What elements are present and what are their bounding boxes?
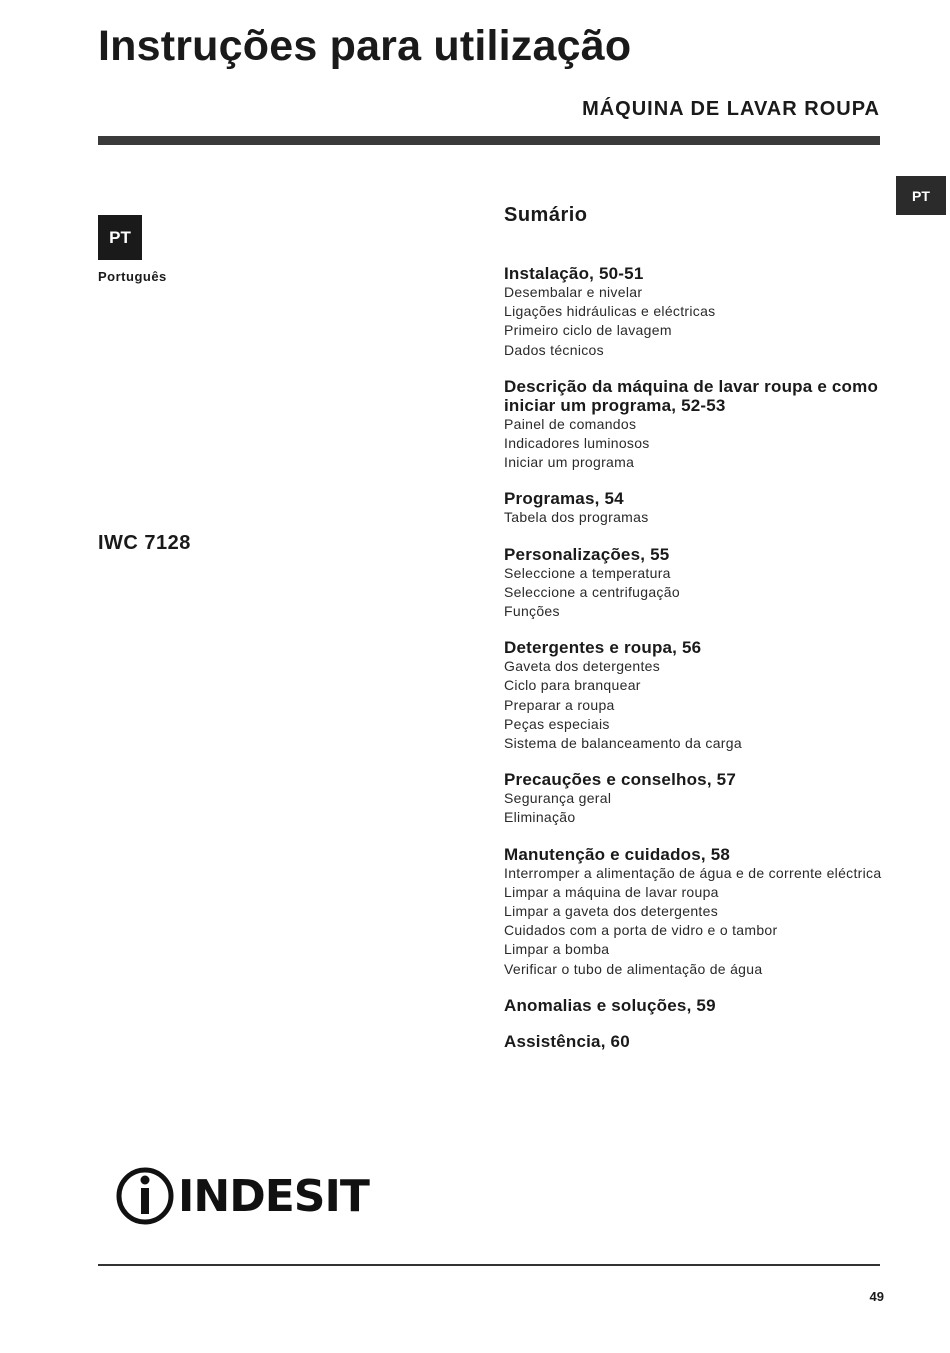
toc-section-title[interactable]: Instalação, 50-51 [504,264,644,283]
toc-section-title[interactable]: Manutenção e cuidados, 58 [504,844,731,864]
header-divider [98,136,880,145]
toc-section-title[interactable]: Anomalias e soluções, 59 [504,995,716,1015]
toc-item[interactable]: Iniciar um programa [504,454,635,471]
toc-section [504,1032,884,1051]
toc-item[interactable]: Limpar a máquina de lavar roupa [504,883,719,900]
toc-item[interactable]: Funções [504,603,560,620]
language-side-tab[interactable]: PT [896,176,946,215]
brand-logo-text: INDESIT [178,1170,369,1222]
toc-item[interactable]: Verificar o tubo de alimentação de água [504,960,763,977]
toc-item[interactable]: Preparar a roupa [504,696,615,713]
toc-item[interactable]: Dados técnicos [504,341,604,358]
toc-section [504,638,884,753]
page-title: Instruções para utilização [98,22,632,70]
toc-section [504,770,884,827]
product-subtitle: MÁQUINA DE LAVAR ROUPA [582,98,880,120]
toc-section-title[interactable]: Assistência, 60 [504,1031,630,1051]
page-number: 49 [869,1289,884,1304]
toc-section [504,845,884,979]
toc-item[interactable]: Limpar a gaveta dos detergentes [504,903,718,920]
toc-section [504,996,884,1015]
toc-item[interactable]: Sistema de balanceamento da carga [504,735,742,752]
toc-item[interactable]: Ciclo para branquear [504,677,641,694]
toc-item[interactable]: Seleccione a temperatura [504,564,671,581]
toc-item[interactable]: Gaveta dos detergentes [504,658,661,675]
toc-item[interactable]: Segurança geral [504,790,612,807]
toc-section-title[interactable]: Personalizações, 55 [504,544,670,564]
toc-item[interactable]: Seleccione a centrifugação [504,583,680,600]
model-number: IWC 7128 [98,532,191,554]
toc-item[interactable]: Cuidados com a porta de vidro e o tambor [504,922,778,939]
toc-sections [504,264,884,1051]
table-of-contents [504,202,884,1068]
toc-item[interactable]: Ligações hidráulicas e eléctricas [504,303,716,320]
toc-section [504,489,884,527]
toc-section-title[interactable]: Precauções e conselhos, 57 [504,770,736,790]
toc-section-title[interactable]: Programas, 54 [504,489,624,509]
brand-logo [116,1166,369,1226]
language-name: Português [98,269,167,284]
toc-section-title[interactable]: Detergentes e roupa, 56 [504,638,702,658]
toc-heading: Sumário [504,204,588,226]
toc-section [504,377,884,473]
toc-item[interactable]: Limpar a bomba [504,941,610,958]
toc-item[interactable]: Primeiro ciclo de lavagem [504,322,672,339]
footer-divider [98,1264,880,1266]
toc-item[interactable]: Peças especiais [504,715,610,732]
toc-section-title[interactable]: Descrição da máquina de lavar roupa e como iniciar um programa, 52-53 [504,376,879,415]
indesit-i-icon [116,1166,174,1226]
toc-item[interactable]: Painel de comandos [504,415,637,432]
toc-item[interactable]: Eliminação [504,809,576,826]
toc-section [504,264,884,360]
toc-item[interactable]: Desembalar e nivelar [504,284,643,300]
toc-item[interactable]: Tabela dos programas [504,509,649,526]
toc-item[interactable]: Interromper a alimentação de água e de corrente eléctrica [504,864,882,881]
toc-item[interactable]: Indicadores luminosos [504,435,650,452]
language-badge: PT [98,215,142,260]
toc-section [504,545,884,622]
